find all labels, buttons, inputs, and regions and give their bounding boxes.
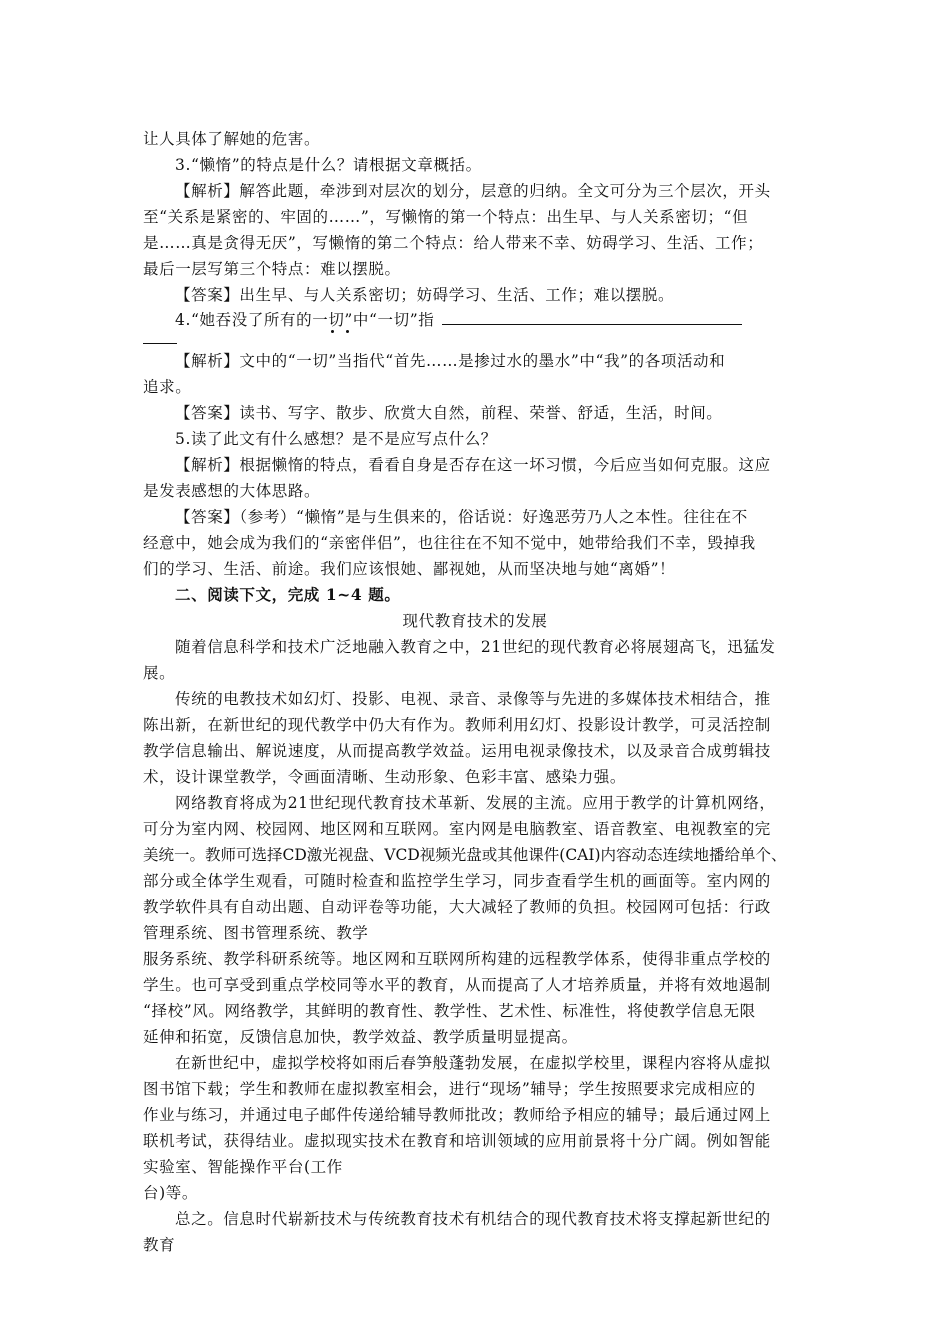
paragraph-line: 部分或全体学生观看，可随时检查和监控学生学习，同步查看学生机的画面等。室内网的 <box>143 872 771 890</box>
answer-blank-line <box>442 310 742 325</box>
paragraph-line: 教学软件具有自动出题、自动评卷等功能，大大减轻了教师的负担。校园网可包括：行政 <box>143 898 771 916</box>
paragraph-line: 管理系统、图书管理系统、教学 <box>143 924 369 942</box>
paragraph-line: 术，设计课堂教学，令画面清晰、生动形象、色彩丰富、感染力强。 <box>143 768 627 786</box>
answer-4: 【答案】读书、写字、散步、欣赏大自然，前程、荣誉、舒适，生活，时间。 <box>175 404 723 422</box>
text-line: 追求。 <box>143 378 192 396</box>
paragraph-line: 教育 <box>143 1236 176 1254</box>
paragraph-line: 传统的电教技术如幻灯、投影、电视、录音、录像等与先进的多媒体技术相结合，推 <box>175 690 771 708</box>
paragraph-line: 随着信息科学和技术广泛地融入教育之中，21世纪的现代教育必将展翅高飞，迅猛发 <box>175 638 776 656</box>
paragraph-line: “择校”风。网络教学，其鲜明的教育性、教学性、艺术性、标准性，将使教学信息无限 <box>143 1002 756 1020</box>
paragraph-line: 延伸和拓宽，反馈信息加快，教学效益、教学质量明显提高。 <box>143 1028 578 1046</box>
text-line: 至“关系是紧密的、牢固的……”，写懒惰的第一个特点：出生早、与人关系密切；“但 <box>143 208 749 226</box>
paragraph-line: 在新世纪中，虚拟学校将如雨后春笋般蓬勃发展，在虚拟学校里，课程内容将从虚拟 <box>175 1054 771 1072</box>
analysis-5: 【解析】根据懒惰的特点，看看自身是否存在这一坏习惯，今后应当如何克服。这应 <box>175 456 771 474</box>
question-4-text: 4.“她吞没了所有的一切”中“一切”指 <box>175 311 435 329</box>
paragraph-line: 作业与练习，并通过电子邮件传递给辅导教师批改；教师给予相应的辅导；最后通过网上 <box>143 1106 771 1124</box>
paragraph-line: 学生。也可享受到重点学校同等水平的教育，从而提高了人才培养质量，并将有效地遏制 <box>143 976 771 994</box>
paragraph-line: 网络教育将成为21世纪现代教育技术革新、发展的主流。应用于教学的计算机网络， <box>175 794 776 812</box>
emphasis-dot <box>346 330 349 333</box>
paragraph-line: 图书馆下载；学生和教师在虚拟教室相会，进行“现场”辅导；学生按照要求完成相应的 <box>143 1080 756 1098</box>
text-line: 们的学习、生活、前途。我们应该恨她、鄙视她，从而坚决地与她“离婚”！ <box>143 560 676 578</box>
text-line: 最后一层写第三个特点：难以摆脱。 <box>143 260 401 278</box>
paragraph-line: 服务系统、教学科研系统等。地区网和互联网所构建的远程教学体系，使得非重点学校的 <box>143 950 771 968</box>
text-line: 让人具体了解她的危害。 <box>143 130 321 148</box>
paragraph-line: 台)等。 <box>143 1184 198 1202</box>
analysis-3: 【解析】解答此题，牵涉到对层次的划分，层意的归纳。全文可分为三个层次，开头 <box>175 182 771 200</box>
text-line: 经意中，她会成为我们的“亲密伴侣”，也往往在不知不觉中，她带给我们不幸，毁掉我 <box>143 534 756 552</box>
paragraph-line: 教学信息输出、解说速度，从而提高教学效益。运用电视录像技术，以及录音合成剪辑技 <box>143 742 771 760</box>
question-3: 3.“懒惰”的特点是什么？请根据文章概括。 <box>175 156 482 174</box>
answer-5: 【答案】（参考）“懒惰”是与生俱来的，俗话说：好逸恶劳乃人之本性。往往在不 <box>175 508 748 526</box>
analysis-4: 【解析】文中的“一切”当指代“首先……是掺过水的墨水”中“我”的各项活动和 <box>175 352 726 370</box>
paragraph-line: 总之。信息时代崭新技术与传统教育技术有机结合的现代教育技术将支撑起新世纪的 <box>175 1210 771 1228</box>
paragraph-line: 展。 <box>143 664 176 682</box>
paragraph-line: 可分为室内网、校园网、地区网和互联网。室内网是电脑教室、语音教室、电视教室的完 <box>143 820 771 838</box>
article-title: 现代教育技术的发展 <box>402 612 548 630</box>
paragraph-line: 实验室、智能操作平台(工作 <box>143 1158 343 1176</box>
text-line: 是……真是贪得无厌”，写懒惰的第二个特点：给人带来不幸、妨碍学习、生活、工作； <box>143 234 764 252</box>
answer-3: 【答案】出生早、与人关系密切；妨碍学习、生活、工作；难以摆脱。 <box>175 286 675 304</box>
section-heading: 二、阅读下文，完成 1~4 题。 <box>175 585 401 604</box>
paragraph-line: 联机考试，获得结业。虚拟现实技术在教育和培训领域的应用前景将十分广阔。例如智能 <box>143 1132 771 1150</box>
text-line: 是发表感想的大体思路。 <box>143 482 321 500</box>
emphasis-dot <box>331 330 334 333</box>
question-5: 5.读了此文有什么感想？是不是应写点什么？ <box>175 430 497 448</box>
answer-blank-continuation <box>143 343 177 344</box>
paragraph-line: 陈出新，在新世纪的现代教学中仍大有作为。教师利用幻灯、投影设计教学，可灵活控制 <box>143 716 771 734</box>
paragraph-line: 美统一。教师可选择CD激光视盘、VCD视频光盘或其他课件(CAI)内容动态连续地播给单个、 <box>143 846 787 864</box>
question-4 <box>175 310 742 330</box>
